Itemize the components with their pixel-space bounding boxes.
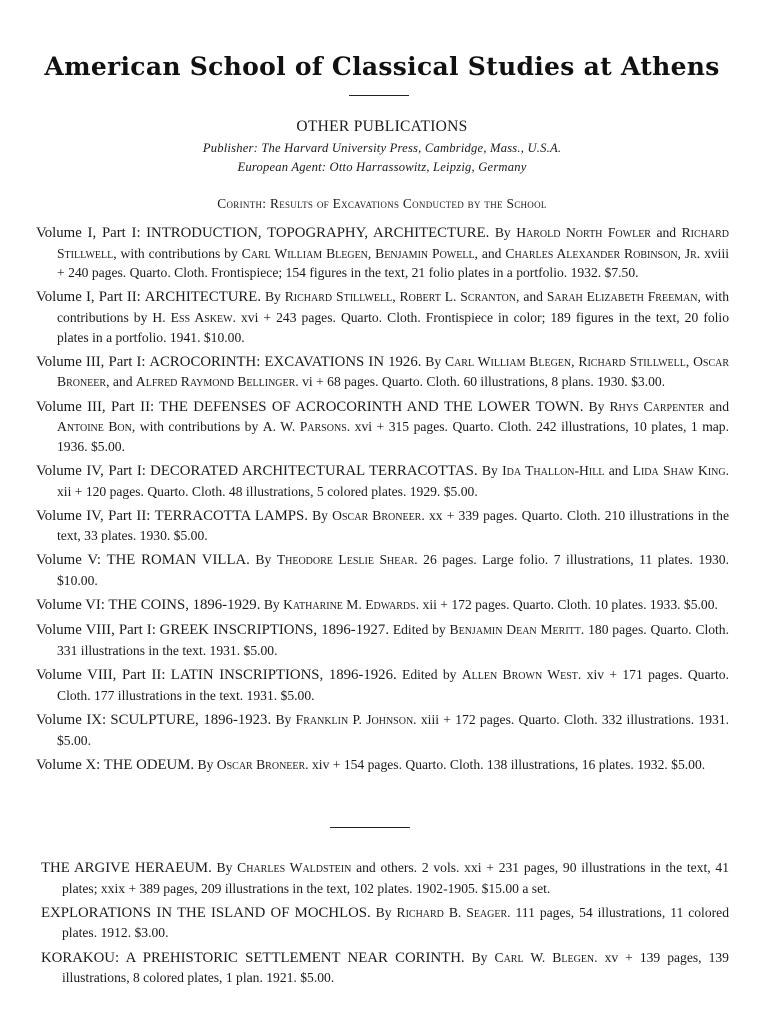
- section-heading: OTHER PUBLICATIONS: [296, 118, 468, 135]
- volume-details: xvi + 315 pages. Quarto. Cloth. 242 illustrations, 10 plates, 1 map. 1936. $5.00.: [57, 419, 729, 454]
- volume-label: Volume I, Part I:: [36, 225, 141, 241]
- by-text: Edited by: [392, 622, 446, 638]
- by-text: By: [197, 756, 214, 772]
- other-publication-entry: [41, 858, 729, 898]
- volume-entry: [36, 595, 729, 616]
- contrib-text: , with contributions by: [57, 289, 729, 325]
- volume-authors: Katharine M. Edwards.: [283, 597, 420, 613]
- volume-label: Volume VIII, Part II:: [36, 667, 166, 684]
- volume-authors: Ida Thallon-Hill: [502, 462, 605, 478]
- volume-label: Volume III, Part I:: [36, 353, 146, 370]
- volume-entry: [36, 550, 729, 590]
- and-text: and: [523, 289, 543, 305]
- volume-title: ARCHITECTURE.: [144, 289, 262, 306]
- by-text: By: [312, 507, 328, 523]
- by-text: By: [471, 949, 488, 965]
- volume-entry: [36, 506, 729, 546]
- volume-entry: [36, 287, 729, 347]
- publication-authors: Richard B. Seager.: [396, 904, 511, 920]
- by-text: By: [255, 552, 272, 568]
- volume-authors: Harold North Fowler: [516, 225, 651, 240]
- volume-title: THE COINS, 1896-1929.: [108, 597, 261, 614]
- volume-title: TERRACOTTA LAMPS.: [154, 507, 308, 524]
- by-text: By: [425, 353, 442, 369]
- by-text: By: [375, 904, 392, 920]
- corinth-volume-list: [36, 223, 729, 780]
- volume-title: INTRODUCTION, TOPOGRAPHY, ARCHITECTURE.: [146, 225, 490, 241]
- volume-entry: [36, 665, 729, 705]
- publisher-line: Publisher: The Harvard University Press, Cambridge, Mass., U.S.A.: [202, 141, 562, 155]
- volume-details: xx + 339 pages. Quarto. Cloth. 210 illustrations in the text, 33 plates. 1930. $5.00.: [57, 507, 730, 544]
- volume-authors: Sarah Elizabeth Freeman: [546, 289, 698, 305]
- volume-entry: [36, 710, 729, 750]
- contrib-text: , with contributions by: [113, 245, 238, 261]
- publication-title: THE ARGIVE HERAEUM.: [41, 860, 212, 876]
- volume-contributors: A. W. Parsons.: [262, 419, 351, 435]
- by-text: By: [263, 597, 280, 613]
- volume-authors: Lida Shaw King.: [632, 462, 729, 478]
- volume-label: Volume I, Part II:: [36, 289, 141, 306]
- volume-entry: [36, 397, 729, 457]
- volume-label: Volume X:: [36, 756, 101, 773]
- volume-entry: [36, 223, 729, 283]
- agent-line: European Agent: Otto Harrassowitz, Leipzig, Germany: [237, 160, 527, 174]
- volume-label: Volume IX:: [36, 712, 107, 728]
- volume-entry: [36, 620, 729, 660]
- contrib-text: , with contributions by: [131, 419, 259, 435]
- volume-authors: Rhys Carpenter: [609, 398, 705, 414]
- volume-authors: Richard Stillwell, Robert L. Scranton,: [284, 289, 520, 305]
- title-divider: [349, 95, 409, 96]
- publication-authors: Carl W. Blegen.: [494, 949, 598, 965]
- volume-authors: Antoine Bon: [57, 419, 132, 435]
- publication-details: and others. 2 vols. xxi + 231 pages, 90 illustrations in the text, 41 plates; xxix + 389 pages, 209 illustrations in the text, 102 plates. 1902-1905. $15.00 a set.: [62, 860, 729, 896]
- volume-details: vi + 68 pages. Quarto. Cloth. 60 illustrations, 8 plans. 1930. $3.00.: [302, 374, 666, 390]
- volume-label: Volume IV, Part I:: [36, 462, 146, 479]
- volume-authors: Oscar Broneer.: [216, 756, 309, 772]
- volume-title: DECORATED ARCHITECTURAL TERRACOTTAS.: [150, 462, 478, 479]
- volume-title: THE DEFENSES OF ACROCORINTH AND THE LOWER TOWN.: [159, 398, 584, 415]
- by-text: By: [588, 398, 605, 414]
- volume-label: Volume V:: [36, 552, 102, 569]
- volume-details: xvi + 243 pages. Quarto. Cloth. Frontispiece in color; 189 figures in the text, 20 folio plates in a portfolio. 1941. $10.00.: [57, 309, 729, 345]
- volume-label: Volume VI:: [36, 597, 105, 614]
- volume-contributors: Charles Alexander Robinson, Jr.: [505, 245, 701, 261]
- volume-authors: Allen Brown West.: [461, 667, 582, 683]
- volume-label: Volume VIII, Part I:: [36, 622, 156, 639]
- volume-authors: Richard Stillwell: [57, 225, 729, 261]
- volume-authors: Benjamin Dean Meritt.: [449, 622, 585, 638]
- volume-authors: Oscar Broneer.: [332, 507, 425, 523]
- other-publication-entry: [41, 948, 729, 988]
- other-publications-list: [41, 858, 729, 992]
- by-text: By: [481, 462, 498, 478]
- volume-details: 180 pages. Quarto. Cloth. 331 illustrations in the text. 1931. $5.00.: [57, 622, 730, 659]
- and-text: and: [112, 374, 133, 390]
- volume-authors: Franklin P. Johnson.: [295, 712, 417, 727]
- volume-contributors: Carl William Blegen, Benjamin Powell,: [241, 245, 478, 261]
- volume-title: THE ROMAN VILLA.: [106, 552, 250, 569]
- volume-title: SCULPTURE, 1896-1923.: [110, 712, 272, 728]
- volume-details: xiv + 171 pages. Quarto. Cloth. 177 illustrations in the text. 1931. $5.00.: [57, 667, 729, 703]
- volume-details: xiii + 172 pages. Quarto. Cloth. 332 illustrations. 1931. $5.00.: [57, 712, 730, 748]
- and-text: and: [481, 245, 502, 261]
- publication-title: KORAKOU: A PREHISTORIC SETTLEMENT NEAR CORINTH.: [41, 949, 465, 966]
- volume-details: xii + 120 pages. Quarto. Cloth. 48 illustrations, 5 colored plates. 1929. $5.00.: [57, 483, 478, 499]
- series-heading: Corinth: Results of Excavations Conducted by the School: [217, 196, 547, 211]
- by-text: By: [264, 289, 281, 305]
- publication-title: EXPLORATIONS IN THE ISLAND OF MOCHLOS.: [41, 904, 371, 921]
- volume-contributors: H. Ess Askew.: [152, 309, 236, 325]
- publication-details: 111 pages, 54 illustrations, 11 colored plates. 1912. $3.00.: [62, 904, 729, 941]
- volume-title: THE ODEUM.: [103, 756, 195, 773]
- volume-details: xiv + 154 pages. Quarto. Cloth. 138 illustrations, 16 plates. 1932. $5.00.: [312, 756, 706, 772]
- volume-title: LATIN INSCRIPTIONS, 1896-1926.: [170, 667, 397, 684]
- volume-label: Volume IV, Part II:: [36, 507, 151, 524]
- volume-details: xii + 172 pages. Quarto. Cloth. 10 plates. 1933. $5.00.: [422, 597, 718, 613]
- by-text: By: [216, 860, 233, 875]
- volume-entry: [36, 461, 729, 501]
- other-publication-entry: [41, 903, 729, 943]
- by-text: By: [275, 712, 292, 727]
- volume-title: GREEK INSCRIPTIONS, 1896-1927.: [159, 622, 390, 639]
- volume-entry: [36, 755, 729, 776]
- and-text: and: [608, 462, 629, 478]
- and-text: and: [709, 398, 730, 414]
- volume-details: 26 pages. Large folio. 7 illustrations, 11 plates. 1930. $10.00.: [57, 552, 729, 589]
- section-divider: [330, 827, 410, 828]
- by-text: By: [494, 225, 511, 240]
- volume-details: xviii + 240 pages. Quarto. Cloth. Frontispiece; 154 figures in the text, 21 folio plates in a portfolio. 1932. $7.50.: [57, 245, 730, 281]
- publication-details: xv + 139 pages, 139 illustrations, 8 colored plates, 1 plan. 1921. $5.00.: [62, 949, 729, 986]
- volume-label: Volume III, Part II:: [36, 398, 155, 415]
- volume-authors: Theodore Leslie Shear.: [276, 552, 418, 568]
- page-title: American School of Classical Studies at Athens: [44, 52, 720, 81]
- by-text: Edited by: [402, 667, 457, 683]
- volume-authors: Carl William Blegen, Richard Stillwell, Oscar Broneer,: [57, 353, 730, 390]
- and-text: and: [656, 225, 677, 240]
- volume-entry: [36, 352, 729, 392]
- publication-authors: Charles Waldstein: [237, 860, 352, 875]
- volume-title: ACROCORINTH: EXCAVATIONS IN 1926.: [149, 353, 422, 370]
- volume-authors: Alfred Raymond Bellinger.: [135, 374, 299, 390]
